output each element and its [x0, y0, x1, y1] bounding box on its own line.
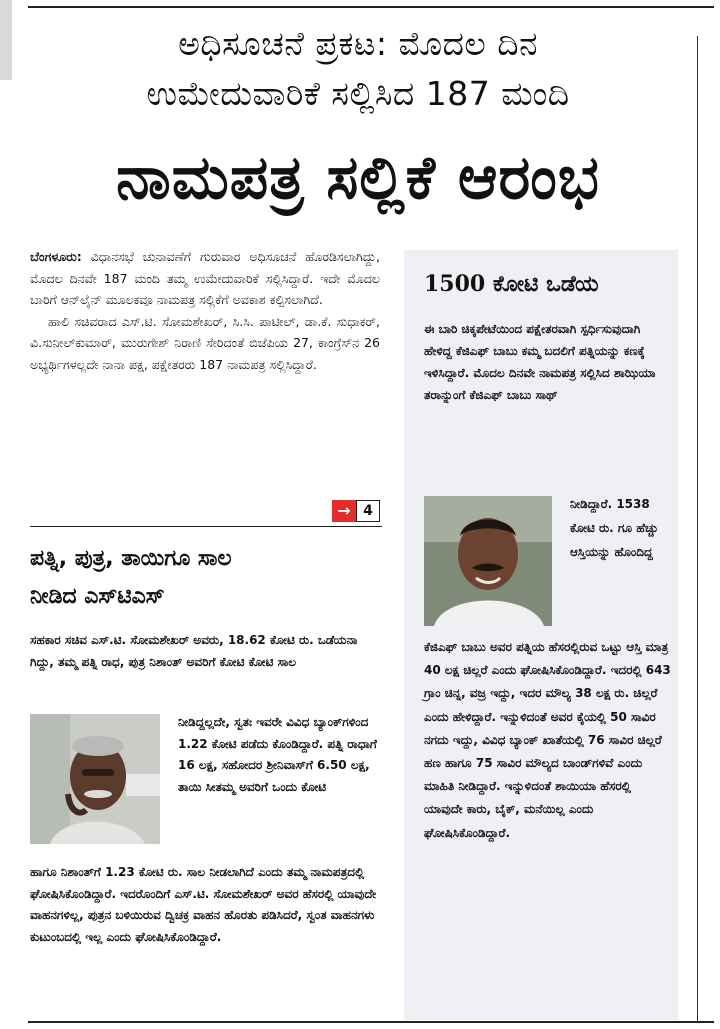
continued-page-marker[interactable]: [332, 500, 380, 522]
column-rule: [697, 36, 698, 1021]
top-rule: [28, 6, 714, 8]
sidebar-intro: [424, 318, 664, 406]
lead-paragraph-2: ಹಾಲಿ ಸಚಿವರಾದ ಎಸ್.ಟಿ. ಸೋಮಶೇಖರ್, ಸಿ.ಸಿ. ಪಾಟೀಲ್, ಡಾ.ಕೆ. ಸುಧಾಕರ್, ವಿ.ಸುನೀಲ್‌ಕುಮಾರ್, ಮುರುಗೇಶ್ ನಿರಾಣಿ ಸೇರಿದಂತೆ ಬಿಜೆಪಿಯ 27, ಕಾಂಗ್ರೆಸ್‌ನ 26 ಅಭ್ಯರ್ಥಿಗಳಲ್ಲದೇ ನಾನಾ ಪಕ್ಷ, ಪಕ್ಷೇತರರು 187 ನಾಮಪತ್ರ ಸಲ್ಲಿಸಿದ್ದಾರೆ.: [30, 313, 380, 372]
sidebar-wrap-text: [570, 492, 670, 564]
main-headline: ನಾಮಪತ್ರ ಸಲ್ಲಿಕೆ ಆರಂಭ: [116, 143, 600, 213]
story2-headline-line-2: ನೀಡಿದ ಎಸ್‌ಟಿಎಸ್: [30, 584, 165, 609]
sidebar-wrap-paragraph: ನೀಡಿದ್ದಾರೆ. 1538 ಕೋಟಿ ರು. ಗೂ ಹೆಚ್ಚು ಆಸ್ತಿಯನ್ನು ಹೊಂದಿದ್ದ: [570, 497, 659, 559]
portrait-photo-kgf-babu: [424, 496, 552, 626]
sidebar-headline: 1500 ಕೋಟಿ ಒಡೆಯ: [424, 271, 599, 297]
story2-body-paragraph: ಹಾಗೂ ನಿಶಾಂತ್‌ಗೆ 1.23 ಕೋಟಿ ರು. ಸಾಲ ನೀಡಲಾಗಿದೆ ಎಂದು ತಮ್ಮ ನಾಮಪತ್ರದಲ್ಲಿ ಘೋಷಿಸಿಕೊಂಡಿದ್ದಾರೆ. ಇದರೊಂದಿಗೆ ಎಸ್.ಟಿ. ಸೋಮಶೇಖರ್ ಅವರ ಹೆಸರಲ್ಲಿ ಯಾವುದೇ ವಾಹನಗಳಿಲ್ಲ, ಪುತ್ರನ ಬಳಿಯಿರುವ ದ್ವಿಚಕ್ರ ವಾಹನ ಹೊರತು ಪಡಿಸಿದರೆ, ಸ್ವಂತ ವಾಹನಗಳು ಕುಟುಂಬದಲ್ಲಿ ಇಲ್ಲ ಎಂದು ಘೋಷಿಸಿಕೊಂಡಿದ್ದಾರೆ.: [30, 865, 377, 944]
kicker-line-2: ಉಮೇದುವಾರಿಕೆ ಸಲ್ಲಿಸಿದ 187 ಮಂದಿ: [146, 74, 570, 113]
sidebar-body-paragraph: ಕೆಜಿಎಫ್ ಬಾಬು ಅವರ ಪತ್ನಿಯ ಹೆಸರಲ್ಲಿರುವ ಒಟ್ಟು ಆಸ್ತಿ ಮಾತ್ರ 40 ಲಕ್ಷ ಚಿಲ್ಲರೆ ಎಂದು ಘೋಷಿಸಿಕೊಂಡಿದ್ದಾರೆ. ಇದರಲ್ಲಿ 643 ಗ್ರಾಂ ಚಿನ್ನ, ವಜ್ರ ಇದ್ದು, ಇದರ ಮೌಲ್ಯ 38 ಲಕ್ಷ ರು. ಚಿಲ್ಲರೆ ಎಂದು ಹೇಳಿದ್ದಾರೆ. ಇನ್ನುಳಿದಂತೆ ಅವರ ಕೈಯಲ್ಲಿ 50 ಸಾವಿರ ನಗದು ಇದ್ದು, ವಿವಿಧ ಬ್ಯಾಂಕ್ ಖಾತೆಯಲ್ಲಿ 76 ಸಾವಿರ ಚಿಲ್ಲರೆ ಹಣ ಹಾಗೂ 75 ಸಾವಿರ ಮೌಲ್ಯದ ಬಾಂಡ್‌ಗಳಿವೆ ಎಂದು ಮಾಹಿತಿ ನೀಡಿದ್ದಾರೆ. ಇನ್ನುಳಿದಂತೆ ಶಾಯಿಯಾ ಹೆಸರಲ್ಲಿ ಯಾವುದೇ ಕಾರು, ಬೈಕ್, ಮನೆಯಿಲ್ಲ ಎಂದು ಘೋಷಿಸಿಕೊಂಡಿದ್ದಾರೆ.: [424, 640, 671, 840]
story2-wrap-paragraph: ನೀಡಿದ್ದಲ್ಲದೇ, ಸ್ವತಃ ಇವರೇ ವಿವಿಧ ಬ್ಯಾಂಕ್‌ಗಳಿಂದ 1.22 ಕೋಟಿ ಪಡೆದು ಕೊಂಡಿದ್ದಾರೆ. ಪತ್ನಿ ರಾಧಾಗೆ 16 ಲಕ್ಷ, ಸಹೋದರ ಶ್ರೀನಿವಾಸ್‌ಗೆ 6.50 ಲಕ್ಷ, ತಾಯಿ ಸೀತಮ್ಮ ಅವರಿಗೆ ಒಂದು ಕೋಟಿ: [178, 715, 377, 794]
story2-headline-line-1: ಪತ್ನಿ, ಪುತ್ರ, ತಾಯಿಗೂ ಸಾಲ: [30, 546, 232, 571]
arrow-right-icon: →: [332, 500, 356, 522]
kicker-line-1: ಅಧಿಸೂಚನೆ ಪ್ರಕಟ: ಮೊದಲ ದಿನ: [178, 24, 538, 63]
sidebar-body: [424, 636, 672, 845]
lead-paragraph-1: [30, 246, 380, 311]
portrait-photo-art: [30, 714, 160, 844]
sidebar-intro-text: ಈ ಬಾರಿ ಚಿಕ್ಕಪೇಟೆಯಿಂದ ಪಕ್ಷೇತರವಾಗಿ ಸ್ಪರ್ಧಿಸುವುದಾಗಿ ಹೇಳಿದ್ದ ಕೆಜಿಎಫ್ ಬಾಬು ಕಮ್ಮ ಬದಲಿಗೆ ಪತ್ನಿಯನ್ನು ಕಣಕ್ಕೆ ಇಳಿಸಿದ್ದಾರೆ. ಮೊದಲ ದಿನವೇ ನಾಮಪತ್ರ ಸಲ್ಲಿಸಿದ ಶಾಝಿಯಾ ತರಾನ್ನುಂಗೆ ಕೆಜಿಎಫ್ ಬಾಬು ಸಾಥ್: [424, 322, 656, 402]
story2-wrap-text: [178, 712, 382, 798]
story2-intro-text: ಸಹಕಾರ ಸಚಿವ ಎಸ್.ಟಿ. ಸೋಮಶೇಖರ್ ಅವರು, 18.62 ಕೋಟಿ ರು. ಒಡೆಯನಾ ಗಿದ್ದು, ತಮ್ಮ ಪತ್ನಿ ರಾಧ, ಪುತ್ರ ನಿಶಾಂತ್ ಅವರಿಗೆ ಕೋಟಿ ಕೋಟಿ ಸಾಲ: [30, 633, 358, 669]
portrait-photo-somashekar: [30, 714, 160, 844]
story2-intro: [30, 630, 382, 673]
story2-body: [30, 862, 382, 948]
dateline: ಬೆಂಗಳೂರು:: [30, 249, 82, 264]
lead-text-1: ವಿಧಾನಸಭೆ ಚುನಾವಣೆಗೆ ಗುರುವಾರ ಅಧಿಸೂಚನೆ ಹೊರಡಿಸಲಾಗಿದ್ದು, ಮೊದಲ ದಿನವೇ 187 ಮಂದಿ ತಮ್ಮ ಉಮೇದುವಾರಿಕೆ ಸಲ್ಲಿಸಿದ್ದಾರೆ. ಇದೇ ಮೊದಲ ಬಾರಿಗೆ ಆನ್‌ಲೈನ್ ಮೂಲಕವೂ ನಾಮಪತ್ರ ಸಲ್ಲಿಕೆಗೆ ಅವಕಾಶ ಕಲ್ಪಿಸಲಾಗಿದೆ.: [30, 249, 380, 307]
lead-story: [30, 246, 380, 375]
portrait-photo-art: [424, 496, 552, 626]
jump-page-number: 4: [356, 500, 380, 522]
bottom-rule: [28, 1021, 714, 1023]
section-divider: [30, 526, 382, 527]
page-edge-shadow: [0, 0, 12, 80]
